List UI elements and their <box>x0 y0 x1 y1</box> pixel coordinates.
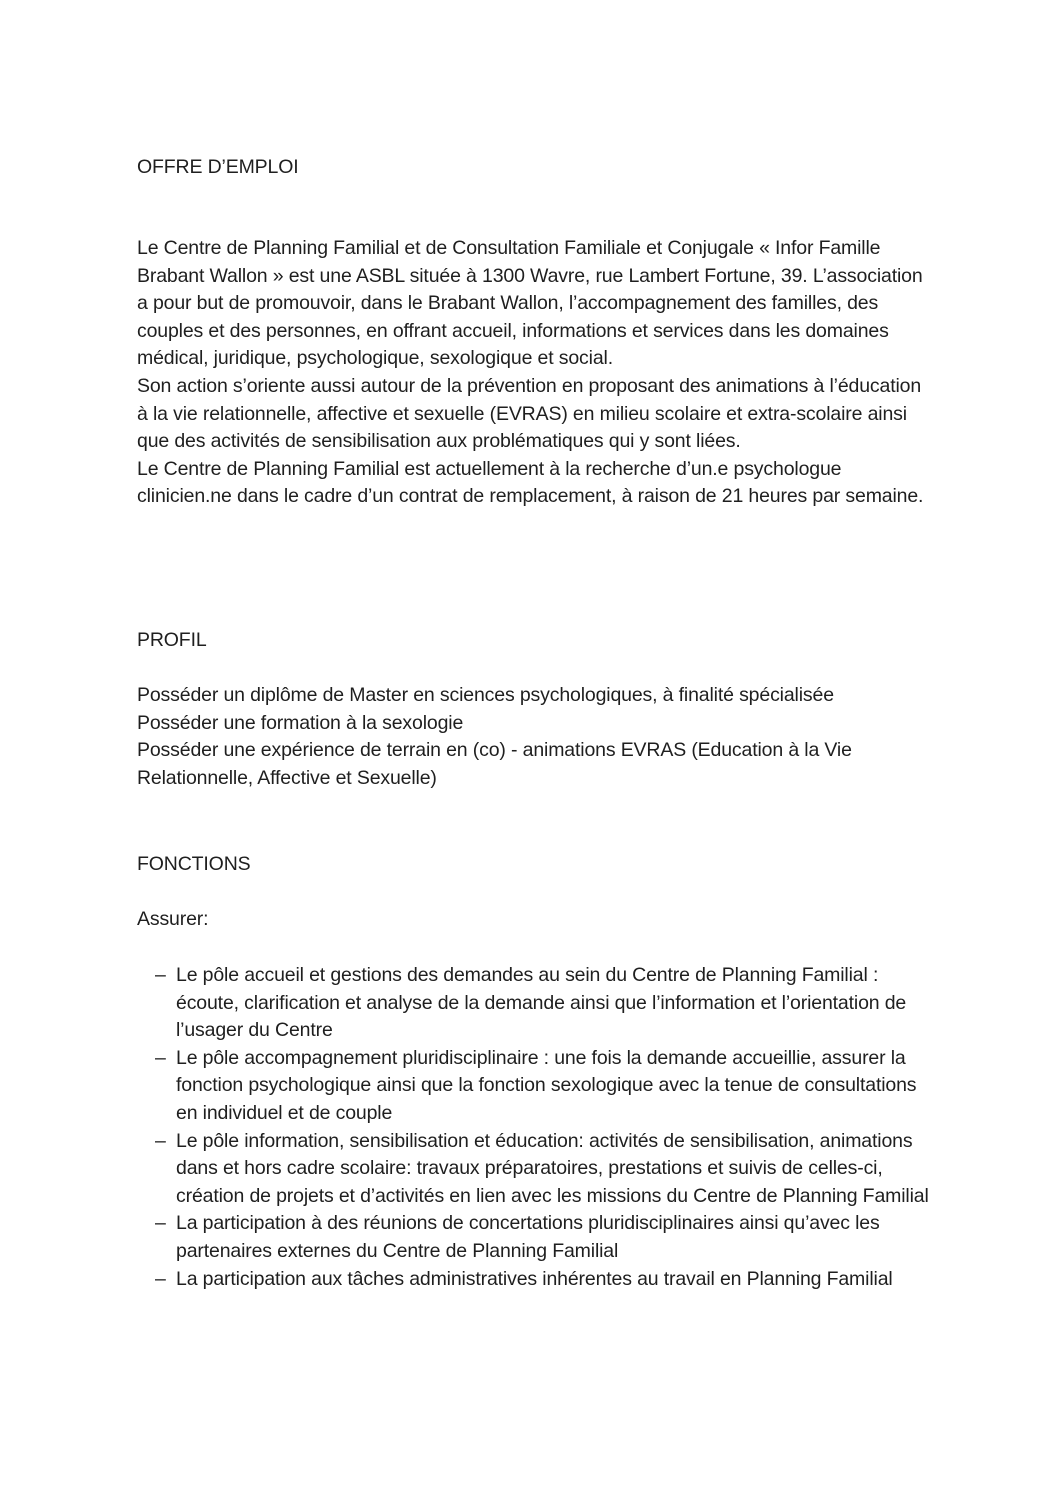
fonctions-lead: Assurer: <box>137 908 209 930</box>
dash-bullet: – <box>155 1212 166 1235</box>
list-item <box>137 962 937 1045</box>
dash-bullet: – <box>155 964 166 986</box>
profil-item: Posséder une expérience de terrain en (co) - animations EVRAS (Education à la Vie Relationnelle, Affective et Sexuelle) <box>137 739 852 789</box>
dash-bullet: – <box>155 1046 166 1069</box>
list-item-text: Le pôle accueil et gestions des demandes au sein du Centre de Planning Familial : écoute, clarification et analyse de la demande ainsi que l’information et l’orientation de l’usager du Centre <box>176 964 907 1042</box>
list-item <box>137 1045 937 1128</box>
intro-paragraph: Le Centre de Planning Familial est actuellement à la recherche d’un.e psychologue clinicien.ne dans le cadre d’un contrat de remplacement, à raison de 21 heures par semaine. <box>137 457 924 508</box>
document-heading: OFFRE D’EMPLOI <box>137 156 299 178</box>
list-item-text: Le pôle information, sensibilisation et éducation: activités de sensibilisation, animations dans et hors cadre scolaire: travaux préparatoires, prestations et suivis de celles-ci, création de projets et d’activités en lien avec les missions du Centre de Planning Familial <box>176 1129 929 1207</box>
list-item <box>137 1128 937 1211</box>
list-item-text: Le pôle accompagnement pluridisciplinaire : une fois la demande accueillie, assurer la fonction psychologique ainsi que la fonction sexologique avec la tenue de consultations en individuel et de couple <box>176 1046 917 1124</box>
dash-bullet: – <box>155 1129 166 1152</box>
list-item-text: La participation à des réunions de concertations pluridisciplinaires ainsi qu’avec les partenaires externes du Centre de Planning Familial <box>176 1212 880 1262</box>
list-item <box>137 1266 937 1294</box>
fonctions-list <box>137 962 937 1293</box>
intro-paragraph: Son action s’oriente aussi autour de la prévention en proposant des animations à l’éducation à la vie relationnelle, affective et sexuelle (EVRAS) en milieu scolaire et extra-scolaire ainsi que des activités de sensibilisation aux problématiques qui y sont liées. <box>137 374 922 453</box>
profil-item: Posséder une formation à la sexologie <box>137 711 464 734</box>
list-item <box>137 1210 937 1265</box>
intro-section <box>137 235 937 511</box>
profil-heading: PROFIL <box>137 629 207 651</box>
intro-paragraph: Le Centre de Planning Familial et de Consultation Familiale et Conjugale « Infor Famille Brabant Wallon » est une ASBL située à 1300 Wavre, rue Lambert Fortune, 39. L’association a pour but de promouvoir, dans le Brabant Wallon, l’accompagnement des familles, des couples et des personnes, en offrant accueil, informations et services dans les domaines médical, juridique, psychologique, sexologique et social. <box>137 237 923 370</box>
dash-bullet: – <box>155 1267 166 1290</box>
list-item-text: La participation aux tâches administratives inhérentes au travail en Planning Familial <box>176 1267 893 1290</box>
fonctions-heading: FONCTIONS <box>137 853 251 875</box>
profil-list <box>137 682 937 792</box>
profil-item: Posséder un diplôme de Master en sciences psychologiques, à finalité spécialisée <box>137 684 834 706</box>
